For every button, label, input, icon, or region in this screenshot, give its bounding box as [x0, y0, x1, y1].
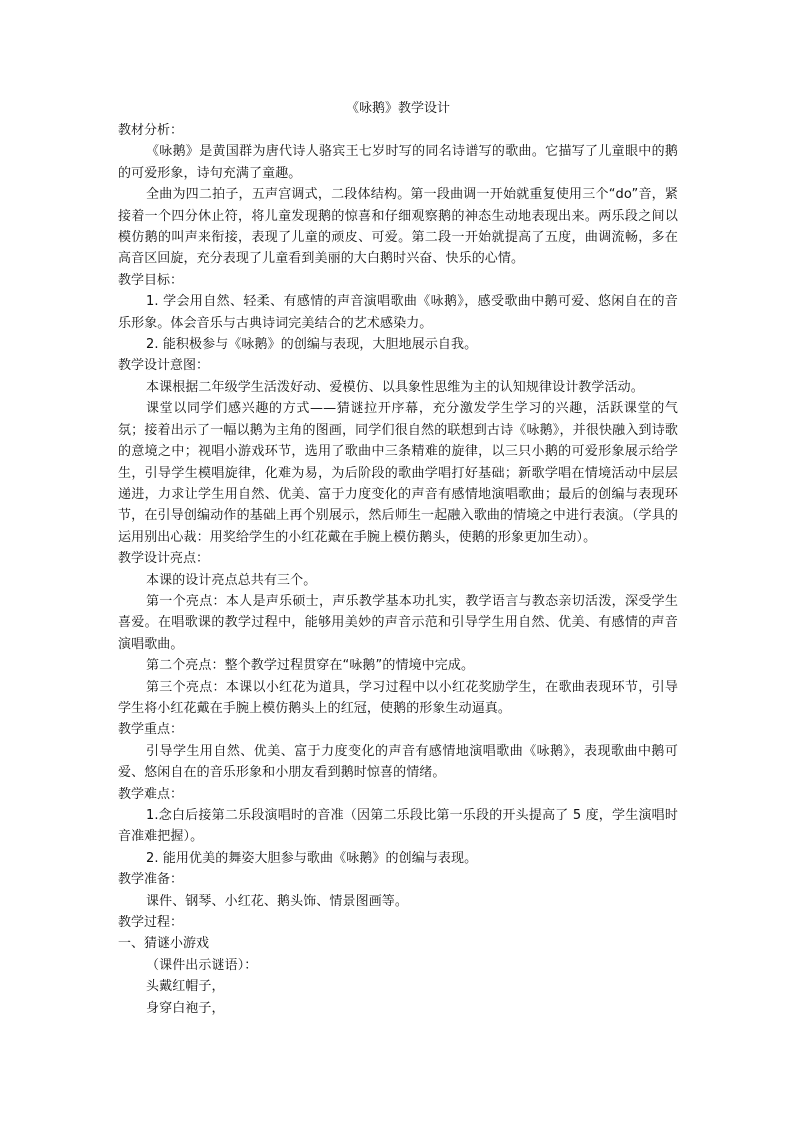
section-key-points — [118, 719, 678, 783]
paragraph: 第三个亮点：本课以小红花为道具，学习过程中以小红花奖励学生，在歌曲表现环节，引导学生将小红花戴在手腕上模仿鹅头上的红冠，使鹅的形象生动逼真。 — [118, 679, 678, 716]
section-riddle-game — [118, 933, 678, 1019]
paragraph: （课件出示谜语）： — [146, 957, 258, 973]
section-analysis — [118, 120, 678, 270]
paragraph: 《咏鹅》是黄国群为唐代诗人骆宾王七岁时写的同名诗谱写的歌曲。它描写了儿童眼中的鹅的可爱形象，诗句充满了童趣。 — [118, 144, 678, 181]
section-heading: 教学准备： — [118, 872, 184, 888]
section-heading: 教学过程： — [118, 915, 184, 931]
document-page — [118, 98, 678, 1019]
section-heading: 教学设计亮点： — [118, 551, 210, 567]
paragraph: 全曲为四二拍子，五声宫调式，二段体结构。第一段曲调一开始就重复使用三个“do”音，紧接着一个四分休止符，将儿童发现鹅的惊喜和仔细观察鹅的神态生动地表现出来。两乐段之间以模仿鹅的叫声来衔接，表现了儿童的顽皮、可爱。第二段一开始就提高了五度，曲调流畅，多在高音区回旋，充分表现了儿童看到美丽的大白鹅时兴奋、快乐的心情。 — [118, 187, 678, 267]
riddle-line: 身穿白袍子， — [146, 1000, 225, 1016]
document-title: 《咏鹅》教学设计 — [345, 101, 450, 116]
section-heading: 教材分析： — [118, 123, 184, 138]
paragraph: 2. 能用优美的舞姿大胆参与歌曲《咏鹅》的创编与表现。 — [146, 850, 478, 866]
section-preparation — [118, 869, 678, 912]
paragraph: 引导学生用自然、优美、富于力度变化的声音有感情地演唱歌曲《咏鹅》，表现歌曲中鹅可爱、悠闲自在的音乐形象和小朋友看到鹅时惊喜的情绪。 — [118, 743, 678, 781]
section-process — [118, 912, 678, 933]
section-heading: 一、猜谜小游戏 — [118, 936, 210, 952]
paragraph: 第一个亮点：本人是声乐硕士，声乐教学基本功扎实，教学语言与教态亲切活泼，深受学生喜爱。在唱歌课的教学过程中，能够用美妙的声音示范和引导学生用自然、优美、有感情的声音演唱歌曲。 — [118, 593, 678, 652]
section-difficulties — [118, 784, 678, 870]
paragraph: 课件、钢琴、小红花、鹅头饰、情景图画等。 — [146, 893, 409, 909]
riddle-line: 头戴红帽子， — [146, 979, 225, 995]
paragraph: 本课根据二年级学生活泼好动、爱模仿、以具象性思维为主的认知规律设计教学活动。 — [146, 379, 644, 395]
section-heading: 教学重点： — [118, 722, 184, 738]
paragraph: 2. 能积极参与《咏鹅》的创编与表现，大胆地展示自我。 — [146, 337, 478, 353]
paragraph: 1.念白后接第二乐段演唱时的音准（因第二乐段比第一乐段的开头提高了 5 度，学生演唱时音准难把握）。 — [118, 808, 678, 845]
section-objectives — [118, 270, 678, 356]
section-heading: 教学难点： — [118, 786, 184, 802]
paragraph: 第二个亮点：整个教学过程贯穿在“咏鹅”的情境中完成。 — [146, 658, 475, 674]
section-design-intent — [118, 355, 678, 548]
paragraph: 本课的设计亮点总共有三个。 — [146, 572, 317, 588]
section-highlights — [118, 548, 678, 719]
paragraph: 1. 学会用自然、轻柔、有感情的声音演唱歌曲《咏鹅》，感受歌曲中鹅可爱、悠闲自在的音乐形象。体会音乐与古典诗词完美结合的艺术感染力。 — [118, 294, 678, 331]
section-heading: 教学目标： — [118, 272, 184, 288]
paragraph: 课堂以同学们感兴趣的方式——猜谜拉开序幕，充分激发学生学习的兴趣，活跃课堂的气氛；接着出示了一幅以鹅为主角的图画，同学们很自然的联想到古诗《咏鹅》，并很快融入到诗歌的意境之中；视唱小游戏环节，选用了歌曲中三条精难的旋律，以三只小鹅的可爱形象展示给学生，引导学生模唱旋律，化难为易，为后阶段的歌曲学唱打好基础；新歌学唱在情境活动中层层递进，力求让学生用自然、优美、富于力度变化的声音有感情地演唱歌曲；最后的创编与表现环节，在引导创编动作的基础上再个别展示，然后师生一起融入歌曲的情境之中进行表演。（学具的运用别出心裁：用奖给学生的小红花戴在手腕上模仿鹅头，使鹅的形象更加生动）。 — [118, 401, 678, 545]
section-heading: 教学设计意图： — [118, 358, 210, 374]
